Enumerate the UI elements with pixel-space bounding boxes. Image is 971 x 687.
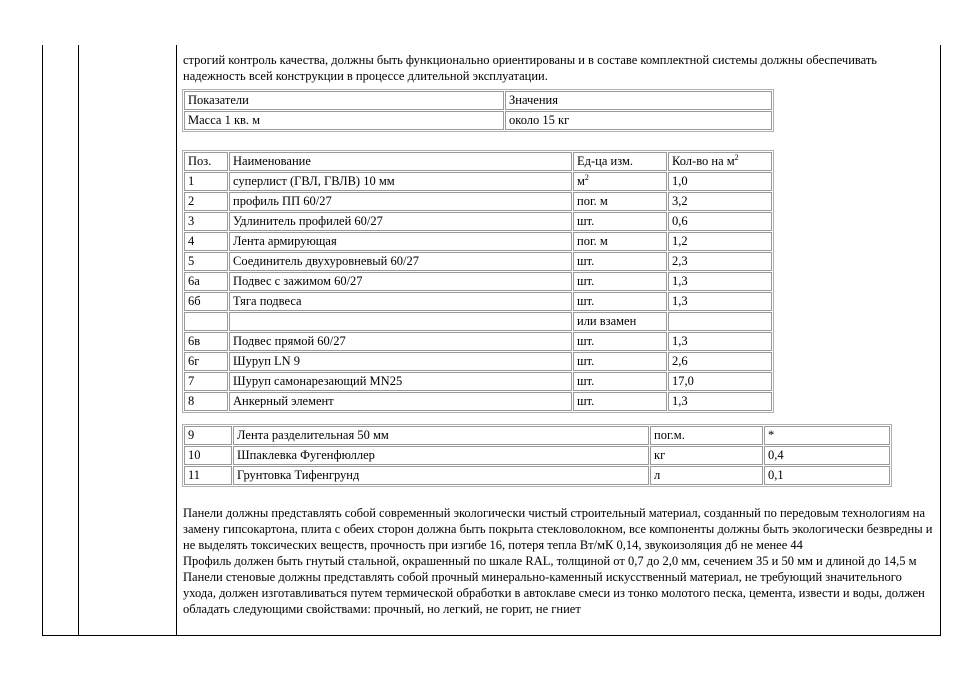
- cell-pos: 6г: [184, 352, 228, 371]
- cell-name: профиль ПП 60/27: [229, 192, 572, 211]
- cell-pos: 3: [184, 212, 228, 231]
- table-row: [184, 252, 772, 271]
- cell-name: Удлинитель профилей 60/27: [229, 212, 572, 231]
- header-name: Наименование: [229, 152, 572, 171]
- cell-name: Подвес прямой 60/27: [229, 332, 572, 351]
- body-paragraph-1: Панели должны представлять собой современный экологически чистый строительный материал, созданный по передовым технологиям на замену гипсокартона, плита с обеих сторон должна быть покрыта стекловолокном, все компоненты должны быть экологически безвредны и не выделять токсических веществ, прочность при изгибе 16, потеря тепла Вт/мК 0,14, звукоизоляция дб не менее 44: [183, 506, 933, 552]
- cell-name: Лента разделительная 50 мм: [233, 426, 649, 445]
- mass-header-indicator: Показатели: [184, 91, 504, 110]
- cell-unit-text: шт.: [577, 374, 595, 388]
- cell-unit-text: шт.: [577, 254, 595, 268]
- cell-pos: [184, 312, 228, 331]
- cell-name: Шуруп самонарезающий MN25: [229, 372, 572, 391]
- table-row: [184, 426, 890, 445]
- cell-qty: 1,3: [668, 332, 772, 351]
- extra-items-table: [182, 424, 892, 487]
- cell-pos: 6б: [184, 292, 228, 311]
- column-divider-2: [176, 45, 177, 635]
- table-row: [184, 466, 890, 485]
- cell-unit: [573, 272, 667, 291]
- cell-qty: 0,1: [764, 466, 890, 485]
- body-paragraph-2: Профиль должен быть гнутый стальной, окрашенный по шкале RAL, толщиной от 0,7 до 2,0 мм, сечением 35 и 50 мм и длиной до 14,5 м Панели стеновые должны представлять собой прочный минерально-каменный искусственный материал, не требующий значительного ухода, должен изготавливаться путем термической обработки в автоклаве смеси из тонко молотого песка, цемента, извести и воды, должен обладать следующими свойствами: прочный, но легкий, не горит, не гниет: [183, 554, 925, 616]
- cell-name: суперлист (ГВЛ, ГВЛВ) 10 мм: [229, 172, 572, 191]
- cell-unit: [573, 252, 667, 271]
- cell-unit-text: или взамен: [577, 314, 637, 328]
- cell-name: Тяга подвеса: [229, 292, 572, 311]
- cell-qty: 2,3: [668, 252, 772, 271]
- cell-unit-text: шт.: [577, 274, 595, 288]
- cell-unit: [573, 172, 667, 191]
- cell-name: Лента армирующая: [229, 232, 572, 251]
- cell-unit-text: шт.: [577, 334, 595, 348]
- cell-unit-sup: 2: [584, 172, 589, 182]
- cell-unit-text: м: [577, 174, 585, 188]
- cell-unit: [573, 232, 667, 251]
- cell-unit: [573, 352, 667, 371]
- cell-pos: 7: [184, 372, 228, 391]
- cell-unit: [573, 312, 667, 331]
- cell-name: [229, 312, 572, 331]
- cell-pos: 5: [184, 252, 228, 271]
- table-row: [184, 392, 772, 411]
- cell-unit-text: шт.: [577, 394, 595, 408]
- table-row: [184, 372, 772, 391]
- mass-table: [182, 89, 774, 132]
- cell-name: Шуруп LN 9: [229, 352, 572, 371]
- cell-qty: 1,0: [668, 172, 772, 191]
- cell-unit-text: пог. м: [577, 234, 608, 248]
- table-row: [184, 212, 772, 231]
- header-unit: Ед-ца изм.: [573, 152, 667, 171]
- table-row: [184, 172, 772, 191]
- table-row: [184, 152, 772, 171]
- cell-name: Грунтовка Тифенгрунд: [233, 466, 649, 485]
- table-row: [184, 272, 772, 291]
- cell-pos: 10: [184, 446, 232, 465]
- table-row: [184, 332, 772, 351]
- cell-name: Соединитель двухуровневый 60/27: [229, 252, 572, 271]
- cell-unit: л: [650, 466, 763, 485]
- cell-name: Анкерный элемент: [229, 392, 572, 411]
- cell-unit: кг: [650, 446, 763, 465]
- cell-qty: 1,3: [668, 392, 772, 411]
- mass-header-value: Значения: [505, 91, 772, 110]
- cell-unit: [573, 372, 667, 391]
- table-row: [184, 292, 772, 311]
- cell-name: Подвес с зажимом 60/27: [229, 272, 572, 291]
- body-text: [183, 505, 933, 617]
- table-row: [184, 91, 772, 110]
- cell-pos: 11: [184, 466, 232, 485]
- table-row: [184, 232, 772, 251]
- header-pos: Поз.: [184, 152, 228, 171]
- cell-qty: 1,3: [668, 292, 772, 311]
- cell-qty: 3,2: [668, 192, 772, 211]
- cell-unit: [573, 332, 667, 351]
- cell-qty: 1,2: [668, 232, 772, 251]
- cell-unit: [573, 392, 667, 411]
- table-row: [184, 352, 772, 371]
- mass-cell-value: около 15 кг: [505, 111, 772, 130]
- cell-pos: 4: [184, 232, 228, 251]
- cell-unit-text: пог. м: [577, 194, 608, 208]
- table-row: [184, 312, 772, 331]
- cell-pos: 8: [184, 392, 228, 411]
- cell-unit-text: шт.: [577, 214, 595, 228]
- components-table: [182, 150, 774, 413]
- table-row: [184, 446, 890, 465]
- cell-pos: 6в: [184, 332, 228, 351]
- cell-qty: 2,6: [668, 352, 772, 371]
- mass-cell-indicator: Масса 1 кв. м: [184, 111, 504, 130]
- cell-qty: [668, 312, 772, 331]
- cell-pos: 6а: [184, 272, 228, 291]
- cell-unit-text: шт.: [577, 294, 595, 308]
- cell-unit: [573, 192, 667, 211]
- cell-pos: 1: [184, 172, 228, 191]
- cell-qty: *: [764, 426, 890, 445]
- cell-unit: [573, 212, 667, 231]
- cell-pos: 2: [184, 192, 228, 211]
- intro-paragraph: строгий контроль качества, должны быть функционально ориентированы и в составе комплектной системы должны обеспечивать надежность всей конструкции в процессе длительной эксплуатации.: [183, 53, 878, 83]
- cell-unit: [573, 292, 667, 311]
- column-divider-1: [78, 45, 79, 635]
- cell-qty: 1,3: [668, 272, 772, 291]
- cell-qty: 17,0: [668, 372, 772, 391]
- cell-name: Шпаклевка Фугенфюллер: [233, 446, 649, 465]
- cell-qty: 0,4: [764, 446, 890, 465]
- cell-unit-text: шт.: [577, 354, 595, 368]
- header-qty: Кол-во на $м^2$: [668, 152, 772, 171]
- cell-pos: 9: [184, 426, 232, 445]
- table-row: [184, 192, 772, 211]
- cell-qty: 0,6: [668, 212, 772, 231]
- cell-unit: пог.м.: [650, 426, 763, 445]
- table-row: [184, 111, 772, 130]
